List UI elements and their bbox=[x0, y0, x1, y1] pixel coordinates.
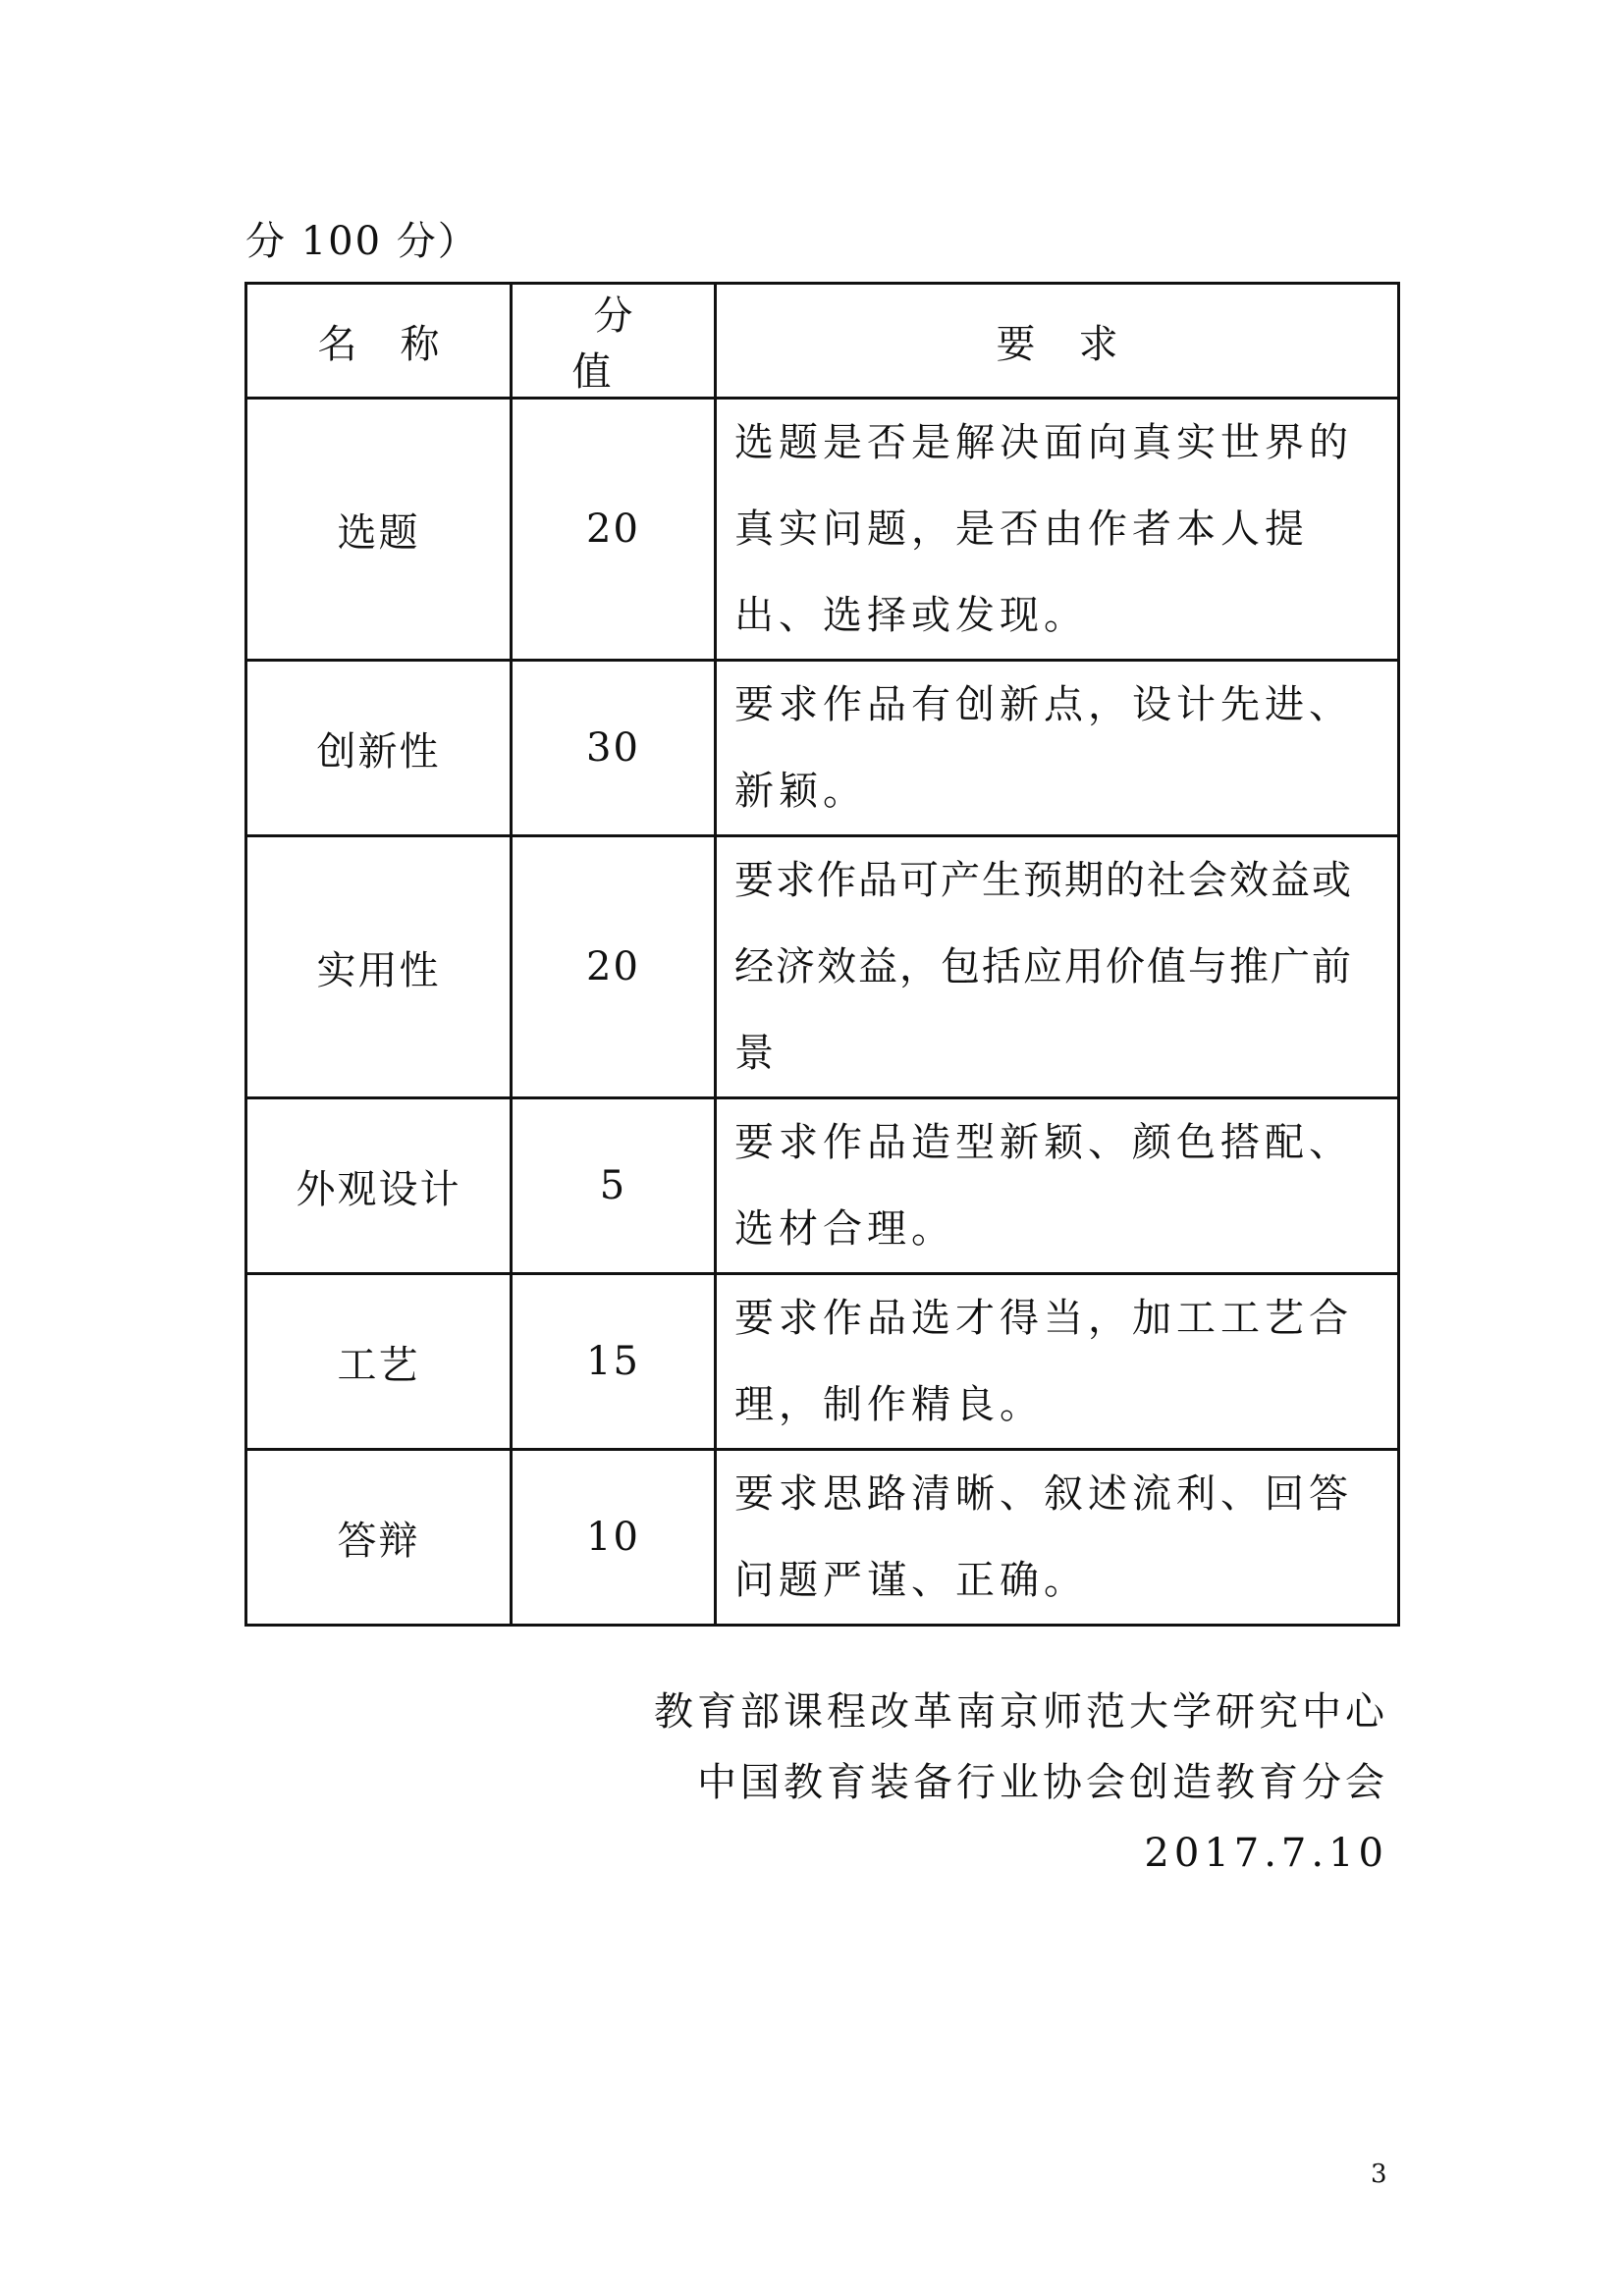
row-requirement: 要求作品造型新颖、颜色搭配、选材合理。 bbox=[716, 1098, 1399, 1274]
page-number: 3 bbox=[1371, 2160, 1387, 2189]
row-score: 20 bbox=[512, 836, 716, 1098]
row-name: 创新性 bbox=[246, 661, 512, 836]
signature-block bbox=[654, 1677, 1388, 1889]
header-score: 分值 bbox=[512, 284, 716, 399]
row-requirement: 要求作品选才得当，加工工艺合理，制作精良。 bbox=[716, 1274, 1399, 1450]
row-score: 10 bbox=[512, 1450, 716, 1626]
row-name: 选题 bbox=[246, 399, 512, 661]
row-name: 外观设计 bbox=[246, 1098, 512, 1274]
row-name: 工艺 bbox=[246, 1274, 512, 1450]
lead-text: 分 100 分） bbox=[245, 219, 479, 264]
signature-org-1: 教育部课程改革南京师范大学研究中心 bbox=[654, 1689, 1388, 1735]
table-row bbox=[246, 1098, 1399, 1274]
table-row bbox=[246, 1274, 1399, 1450]
table-row bbox=[246, 661, 1399, 836]
table-header-row bbox=[246, 284, 1399, 399]
row-requirement: 要求思路清晰、叙述流利、回答问题严谨、正确。 bbox=[716, 1450, 1399, 1626]
row-score: 5 bbox=[512, 1098, 716, 1274]
row-requirement: 要求作品可产生预期的社会效益或经济效益，包括应用价值与推广前景 bbox=[716, 836, 1399, 1098]
row-score: 15 bbox=[512, 1274, 716, 1450]
table-row bbox=[246, 1450, 1399, 1626]
header-name: 名称 bbox=[246, 284, 512, 399]
row-requirement: 要求作品有创新点，设计先进、新颖。 bbox=[716, 661, 1399, 836]
signature-date: 2017.7.10 bbox=[1144, 1831, 1388, 1876]
scoring-table bbox=[244, 282, 1400, 1627]
row-name: 答辩 bbox=[246, 1450, 512, 1626]
table-row bbox=[246, 836, 1399, 1098]
header-requirement: 要求 bbox=[716, 284, 1399, 399]
row-score: 30 bbox=[512, 661, 716, 836]
row-requirement: 选题是否是解决面向真实世界的真实问题，是否由作者本人提出、选择或发现。 bbox=[716, 399, 1399, 661]
row-name: 实用性 bbox=[246, 836, 512, 1098]
table-row bbox=[246, 399, 1399, 661]
signature-org-2: 中国教育装备行业协会创造教育分会 bbox=[697, 1760, 1388, 1805]
row-score: 20 bbox=[512, 399, 716, 661]
